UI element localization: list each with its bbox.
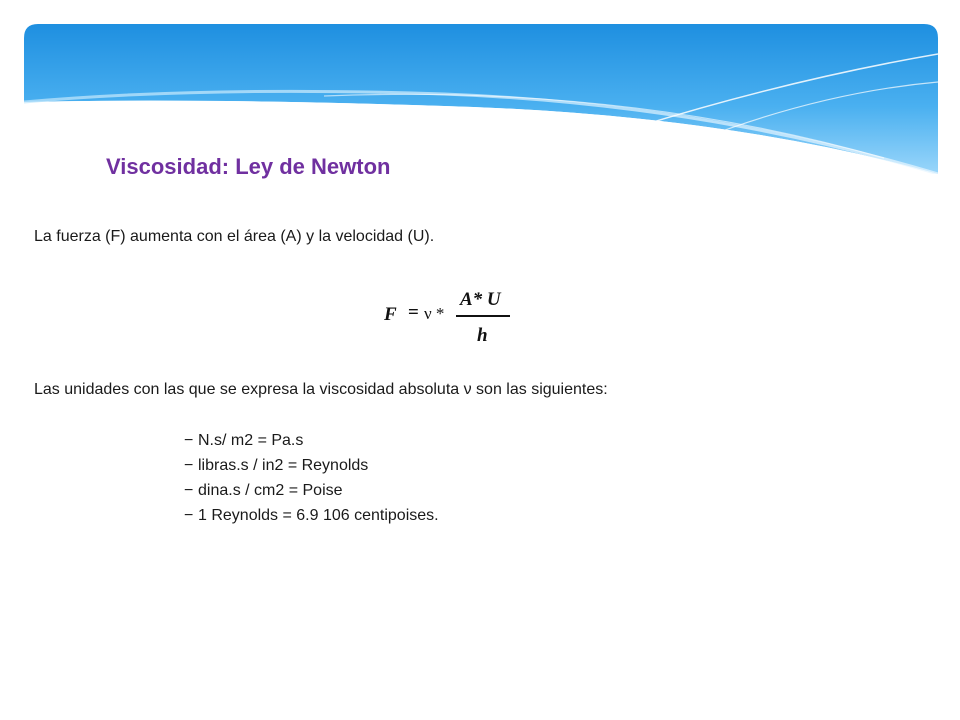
unit-text: 1 Reynolds = 6.9 106 centipoises. (198, 507, 439, 524)
formula-numerator: A* U (460, 289, 501, 310)
formula-lhs: F (384, 304, 397, 325)
list-item (184, 478, 439, 503)
header-banner (24, 24, 938, 174)
formula-coefficient: ν * (424, 304, 445, 323)
formula-equals: = (408, 302, 419, 323)
dash-bullet: − (184, 507, 194, 524)
dash-bullet: − (184, 457, 194, 474)
unit-text: dina.s / cm2 = Poise (198, 482, 343, 499)
newton-formula (384, 290, 524, 346)
units-list (184, 428, 439, 528)
unit-text: N.s/ m2 = Pa.s (198, 432, 304, 449)
formula-denominator: h (477, 325, 488, 346)
dash-bullet: − (184, 432, 194, 449)
list-item (184, 503, 439, 528)
list-item (184, 428, 439, 453)
dash-bullet: − (184, 482, 194, 499)
slide-title: Viscosidad: Ley de Newton (106, 154, 391, 179)
intro-text: La fuerza (F) aumenta con el área (A) y la velocidad (U). (34, 228, 435, 245)
fraction-bar (456, 315, 510, 317)
units-intro-text: Las unidades con las que se expresa la viscosidad absoluta ν son las siguientes: (34, 381, 608, 398)
banner-graphic (24, 24, 938, 174)
list-item (184, 453, 439, 478)
unit-text: libras.s / in2 = Reynolds (198, 457, 369, 474)
